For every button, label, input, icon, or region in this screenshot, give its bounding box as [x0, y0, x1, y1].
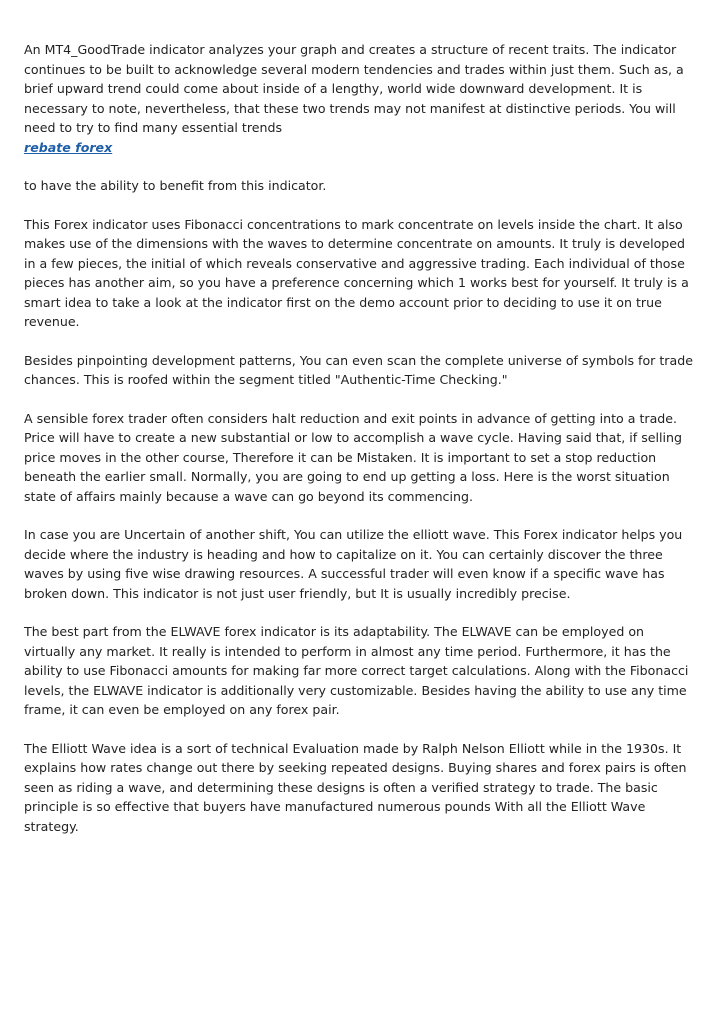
- paragraph-intro: [24, 40, 696, 157]
- paragraph-elwave: The best part from the ELWAVE forex indicator is its adaptability. The ELWAVE can be employed on virtually any market. It really is intended to perform in almost any time period. Furthermore, it has the ability to use Fibonacci amounts for making far more correct target calculations. Along with the Fibonacci levels, the ELWAVE indicator is additionally very customizable. Besides having the ability to use any time frame, it can even be employed on any forex pair.: [24, 624, 689, 717]
- paragraph-intro-continued: to have the ability to benefit from this indicator.: [24, 178, 327, 193]
- paragraph-intro-text: An MT4_GoodTrade indicator analyzes your graph and creates a structure of recent traits. The indicator continues to be built to acknowledge several modern tendencies and trades within just them. Such as, a brief upward trend could come about inside of a lengthy, world wide downward development. It is necessary to note, nevertheless, that these two trends may not manifest at distinctive periods. You will need to try to find many essential trends: [24, 42, 684, 135]
- paragraph-elliott-wave-theory: The Elliott Wave idea is a sort of technical Evaluation made by Ralph Nelson Elliott while in the 1930s. It explains how rates change out there by seeking repeated designs. Buying shares and forex pairs is often seen as riding a wave, and determining these designs is often a verified strategy to trade. The basic principle is so effective that buyers have manufactured numerous pounds With all the Elliott Wave strategy.: [24, 740, 687, 834]
- paragraph-stop-loss: A sensible forex trader often considers halt reduction and exit points in advance of getting into a trade. Price will have to create a new substantial or low to accomplish a wave cycle. Having said that, if selling price moves in the other course, Therefore it can be Mistaken. It is important to set a stop reduction beneath the earlier small. Normally, you are going to end up getting a loss. Here is the worst situation state of affairs mainly because a wave can go beyond its commencing.: [24, 410, 683, 504]
- rebate-forex-link[interactable]: rebate forex: [24, 139, 113, 155]
- spacer: [24, 157, 696, 176]
- paragraph-fibonacci: This Forex indicator uses Fibonacci concentrations to mark concentrate on levels inside the chart. It also makes use of the dimensions with the waves to determine concentrate on amounts. It truly is developed in a few pieces, the initial of which reveals conservative and aggressive trading. Each individual of those pieces has another aim, so you have a preference concerning which 1 works best for yourself. It truly is a smart idea to take a look at the indicator first on the demo account prior to deciding to use it on true revenue.: [24, 216, 689, 329]
- paragraph-scanning: Besides pinpointing development patterns, You can even scan the complete universe of symbols for trade chances. This is roofed within the segment titled "Authentic-Time Checking.": [24, 352, 693, 387]
- paragraph-elliott-wave-usage: In case you are Uncertain of another shift, You can utilize the elliott wave. This Forex indicator helps you decide where the industry is heading and how to capitalize on it. You can certainly discover the three waves by using five wise drawing resources. A successful trader will even know if a specific wave has broken down. This indicator is not just user friendly, but It is usually incredibly precise.: [24, 527, 683, 601]
